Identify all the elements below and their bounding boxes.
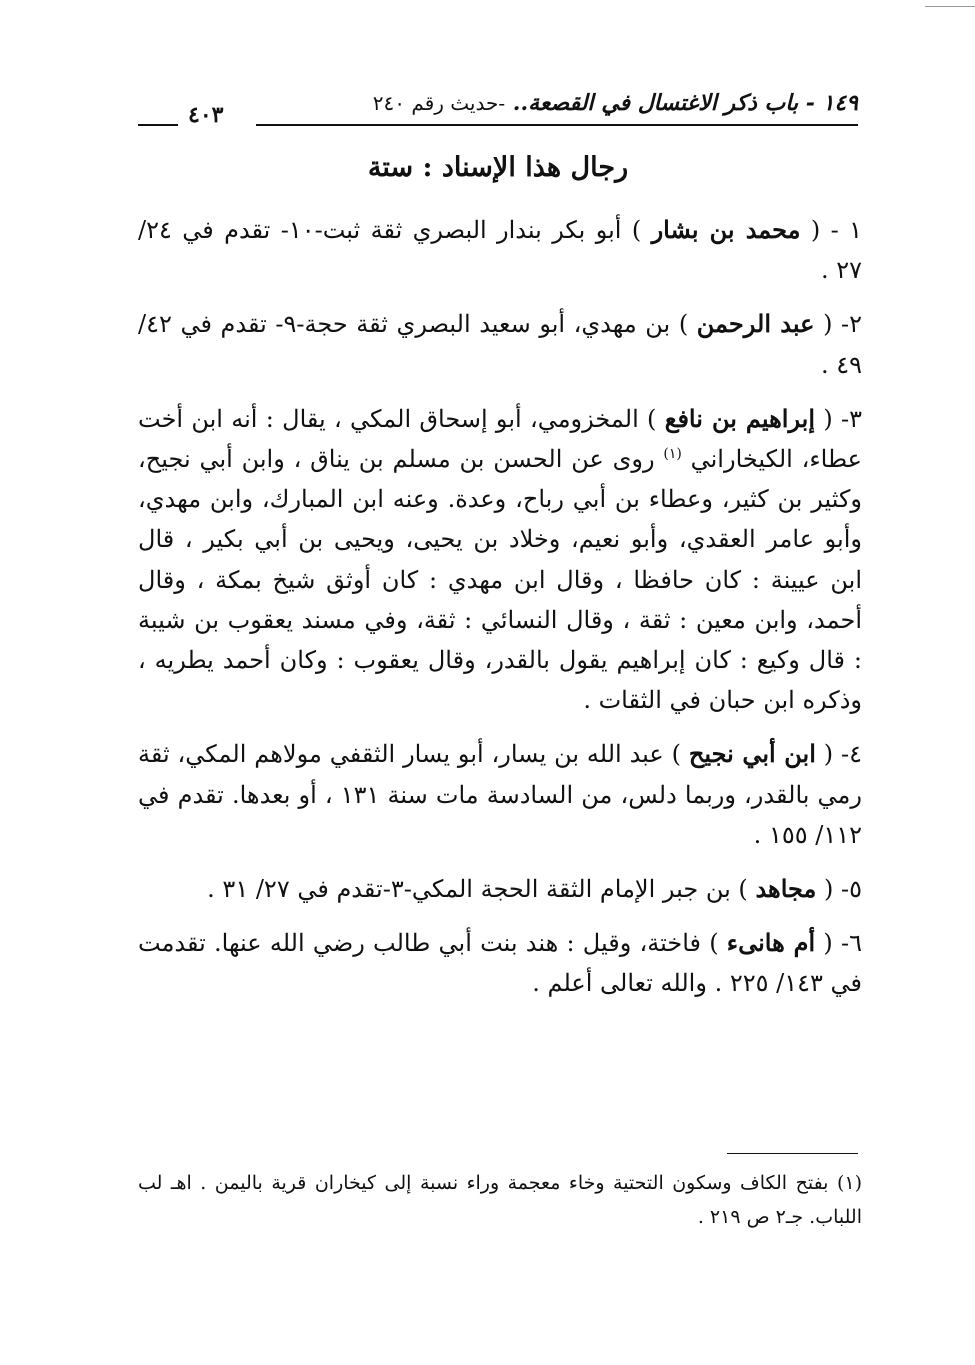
header-rule xyxy=(256,124,858,126)
narrator-entry-5 xyxy=(138,869,862,909)
narrator-entry-4 xyxy=(138,734,862,855)
entry-text: ) عبد الله بن يسار، أبو يسار الثقفي مولاهم المكي، ثقة رمي بالقدر، وربما دلس، من السادسة مات سنة ١٣١ ، أو بعدها. تقدم في ١١٢/ ١٥٥ . xyxy=(138,740,862,849)
hadith-reference: -حديث رقم ٢٤٠ xyxy=(372,91,506,115)
entry-number: ٤- ( xyxy=(823,740,863,769)
entry-text: ) بن مهدي، أبو سعيد البصري ثقة حجة-٩- تقدم في ٤٢/ ٤٩ . xyxy=(138,310,862,379)
entry-text: ) فاختة، وقيل : هند بنت أبي طالب رضي الله عنها. تقدمت في ١٤٣/ ٢٢٥ . والله تعالى أعلم . xyxy=(138,929,862,998)
entry-number: ٦- ( xyxy=(823,929,862,958)
narrator-name: مجاهد xyxy=(755,874,817,904)
narrator-name: محمد بن بشار xyxy=(651,215,801,244)
page-number: ٤٠٣ xyxy=(188,102,224,128)
footnote-marker[interactable]: (١) xyxy=(663,446,682,463)
footnote-divider xyxy=(727,1153,858,1154)
entry-text-continued: روى عن الحسن بن مسلم بن يناق ، وابن أبي نجيح، وكثير بن كثير، وعطاء بن أبي رباح، وعدة. وعنه ابن المبارك، وابن مهدي، وأبو عامر العقدي، وأبو نعيم، وخلاد بن يحيى، ويحيى بن أبي بكير ، قال ابن عيينة : كان حافظا ، وقال ابن مهدي : كان أوثق شيخ بمكة ، وقال أحمد، وابن معين : ثقة ، وقال النسائي : ثقة، وفي مسند يعقوب بن شيبة : قال وكيع : كان إبراهيم يقول بالقدر، وقال يعقوب : وكان أحمد يطريه ، وذكره ابن حبان في الثقات . xyxy=(138,445,862,715)
narrator-entry-3 xyxy=(138,399,862,721)
narrator-name: إبراهيم بن نافع xyxy=(664,403,816,433)
entry-text: ) أبو بكر بندار البصري ثقة ثبت-١٠- تقدم في ٢٤/ ٢٧ . xyxy=(138,216,862,285)
entry-number: ٥- ( xyxy=(824,875,862,904)
narrators-list xyxy=(138,210,862,1018)
entry-number: ٣- ( xyxy=(823,404,862,433)
narrator-entry-1 xyxy=(138,210,862,290)
entry-text: ) المخزومي، أبو إسحاق المكي ، يقال : أنه ابن أخت عطاء، الكيخاراني xyxy=(138,404,862,474)
corner-rule xyxy=(925,6,975,7)
narrator-name: ابن أبي نجيح xyxy=(688,739,816,769)
footnote: (١) بفتح الكاف وسكون التحتية وخاء معجمة وراء نسبة إلى كيخاران قرية باليمن . اهـ لب اللباب. جـ٢ ص ٢١٩ . xyxy=(138,1172,862,1228)
narrator-name: عبد الرحمن xyxy=(696,309,815,339)
entry-number: ١ - ( xyxy=(810,216,862,244)
narrator-name: أم هانىء xyxy=(726,928,816,958)
narrator-entry-6 xyxy=(138,923,862,1003)
entry-number: ٢- ( xyxy=(823,310,863,339)
page-header xyxy=(138,90,858,130)
running-title xyxy=(373,90,858,116)
entry-text: ) بن جبر الإمام الثقة الحجة المكي-٣-تقدم في ٢٧/ ٣١ . xyxy=(207,875,748,904)
section-heading: رجال هذا الإسناد : ستة xyxy=(367,152,629,183)
chapter-title: ١٤٩ - باب ذكر الاغتسال في القصعة.. xyxy=(512,90,858,116)
header-rule-left xyxy=(138,124,178,126)
narrator-entry-2 xyxy=(138,304,862,384)
